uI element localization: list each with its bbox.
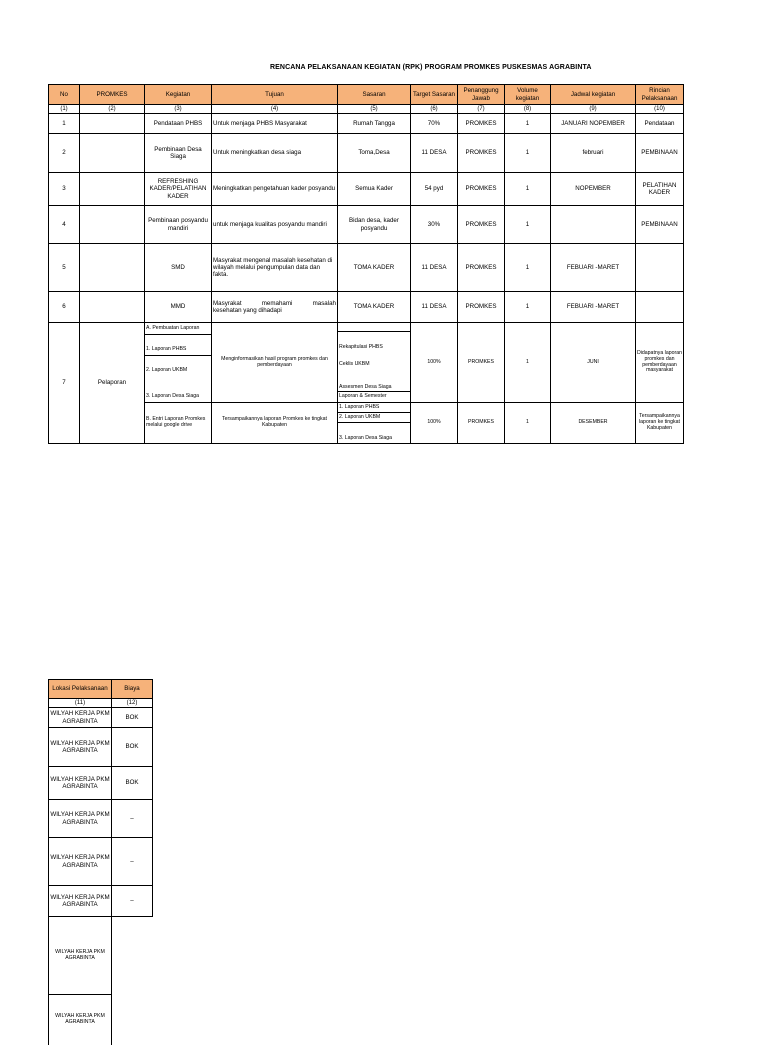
cell-promkes: Pelaporan (80, 323, 145, 444)
table-row (49, 728, 153, 767)
cell-rincian (636, 244, 684, 292)
cell-jadwal: NOPEMBER (551, 173, 636, 206)
cell-kegiatan: Pendataan PHBS (145, 114, 212, 134)
kegiatan-a-item: 1. Laporan PHBS (145, 335, 211, 356)
col-number: (2) (80, 105, 145, 114)
table-row (49, 206, 684, 244)
cell-promkes (80, 292, 145, 323)
cell-tujuan: untuk menjaga kualitas posyandu mandiri (212, 206, 338, 244)
table-row (49, 292, 684, 323)
cell-jadwal: JANUARI NOPEMBER (551, 114, 636, 134)
cell-target: 11 DESA (411, 134, 458, 173)
cell-biaya: BOK (112, 708, 153, 728)
cell-jadwal: FEBUARI -MARET (551, 244, 636, 292)
cell-no: 5 (49, 244, 80, 292)
cell-biaya: BOK (112, 728, 153, 767)
col-number: (1) (49, 105, 80, 114)
cell-penanggung-jawab: PROMKES (458, 244, 505, 292)
cell-no: 4 (49, 206, 80, 244)
header-rincian: Rincian Pelaksanaan (636, 85, 684, 105)
cell-lokasi: WILYAH KERJA PKM AGRABINTA (49, 917, 112, 995)
kegiatan-a-heading: A. Pembuatan Laporan (145, 323, 211, 335)
cell-biaya: – (112, 886, 153, 917)
header-biaya: Biaya (112, 680, 153, 699)
cell-sasaran (338, 403, 411, 444)
cell-biaya (112, 995, 153, 1045)
header-jadwal: Jadwal kegiatan (551, 85, 636, 105)
cell-penanggung-jawab: PROMKES (458, 114, 505, 134)
cell-biaya: – (112, 838, 153, 886)
cell-no: 6 (49, 292, 80, 323)
cell-kegiatan: MMD (145, 292, 212, 323)
cell-jadwal: DESEMBER (551, 403, 636, 444)
cell-tujuan: Meningkatkan pengetahuan kader posyandu (212, 173, 338, 206)
cell-jadwal (551, 206, 636, 244)
cell-rincian (636, 292, 684, 323)
cell-tujuan (212, 292, 338, 323)
cell-promkes (80, 244, 145, 292)
table-row (49, 886, 153, 917)
cell-sasaran (338, 323, 411, 403)
table-row (49, 244, 684, 292)
header-sasaran: Sasaran (338, 85, 411, 105)
cell-rincian: PELATIHAN KADER (636, 173, 684, 206)
header-tujuan: Tujuan (212, 85, 338, 105)
document-title: RENCANA PELAKSANAAN KEGIATAN (RPK) PROGRAM PROMKES PUSKESMAS AGRABINTA (270, 64, 592, 71)
cell-biaya: BOK (112, 767, 153, 800)
col-number: (12) (112, 699, 153, 708)
cell-sasaran: Toma,Desa (338, 134, 411, 173)
col-number: (3) (145, 105, 212, 114)
table-row (49, 173, 684, 206)
header-volume: Volume kegiatan (505, 85, 551, 105)
cell-penanggung-jawab: PROMKES (458, 134, 505, 173)
col-number: (6) (411, 105, 458, 114)
cell-volume: 1 (505, 134, 551, 173)
col-number: (7) (458, 105, 505, 114)
header-penanggung-jawab: Penanggung Jawab (458, 85, 505, 105)
table-row (49, 767, 153, 800)
header-lokasi: Lokasi Pelaksanaan (49, 680, 112, 699)
col-number: (4) (212, 105, 338, 114)
cell-no: 1 (49, 114, 80, 134)
cell-penanggung-jawab: PROMKES (458, 206, 505, 244)
cell-lokasi: WILYAH KERJA PKM AGRABINTA (49, 886, 112, 917)
header-no: No (49, 85, 80, 105)
cell-sasaran: Semua Kader (338, 173, 411, 206)
cell-volume: 1 (505, 244, 551, 292)
cell-lokasi: WILYAH KERJA PKM AGRABINTA (49, 728, 112, 767)
cell-rincian: Tersampaikannya laporan ke tingkat Kabupaten (636, 403, 684, 444)
rpk-table (48, 84, 684, 444)
table-row-pelaporan-a (49, 323, 684, 403)
cell-no: 2 (49, 134, 80, 173)
cell-promkes (80, 114, 145, 134)
header-row (49, 680, 153, 699)
cell-biaya: – (112, 800, 153, 838)
column-number-row (49, 105, 684, 114)
cell-target: 54 pyd (411, 173, 458, 206)
cell-jadwal: FEBUARI -MARET (551, 292, 636, 323)
cell-volume: 1 (505, 403, 551, 444)
cell-tujuan: Menginformasikan hasil program promkes dan pemberdayaan (212, 323, 338, 403)
cell-kegiatan: SMD (145, 244, 212, 292)
header-target: Target Sasaran (411, 85, 458, 105)
sasaran-a-item: Rekapitulasi PHBS (339, 344, 383, 350)
cell-jadwal: JUNI (551, 323, 636, 403)
cell-rincian: Didapatnya laporan promkes dan pemberdayaan masyarakat (636, 323, 684, 403)
table-row (49, 800, 153, 838)
tujuan-word: memahami (261, 299, 293, 307)
cell-sasaran: Bidan desa, kader posyandu (338, 206, 411, 244)
table-row (49, 838, 153, 886)
table-row (49, 134, 684, 173)
col-number: (10) (636, 105, 684, 114)
cell-target: 11 DESA (411, 292, 458, 323)
cell-target: 30% (411, 206, 458, 244)
cell-lokasi: WILYAH KERJA PKM AGRABINTA (49, 708, 112, 728)
cell-volume: 1 (505, 292, 551, 323)
tujuan-word: Masyrakat (213, 299, 242, 307)
col-number: (11) (49, 699, 112, 708)
cell-kegiatan (145, 323, 212, 403)
sasaran-a-item: Assesmen Desa Siaga (338, 374, 410, 392)
cell-volume: 1 (505, 173, 551, 206)
sasaran-a-item: Ceklis UKBM (339, 361, 370, 367)
cell-tujuan: Masyrakat mengenal masalah kesehatan di wilayah melalui pengumpulan data dan fakta. (212, 244, 338, 292)
table-row (49, 114, 684, 134)
header-row (49, 85, 684, 105)
cell-no: 7 (49, 323, 80, 444)
lokasi-biaya-table (48, 679, 153, 1045)
cell-promkes (80, 206, 145, 244)
cell-rincian: PEMBINAAN (636, 206, 684, 244)
cell-volume: 1 (505, 323, 551, 403)
kegiatan-a-item: 3. Laporan Desa Siaga (146, 393, 200, 399)
cell-kegiatan: REFRESHING KADER/PELATIHAN KADER (145, 173, 212, 206)
table-row (49, 917, 153, 995)
cell-target: 100% (411, 323, 458, 403)
cell-penanggung-jawab: PROMKES (458, 403, 505, 444)
cell-target: 11 DESA (411, 244, 458, 292)
col-number: (8) (505, 105, 551, 114)
table-row-pelaporan-b (49, 403, 684, 444)
tujuan-line: kesehatan yang dihadapi (213, 307, 282, 314)
cell-volume: 1 (505, 114, 551, 134)
sasaran-b-item: 1. Laporan PHBS (338, 403, 410, 413)
cell-sasaran: TOMA KADER (338, 292, 411, 323)
cell-jadwal: februari (551, 134, 636, 173)
cell-penanggung-jawab: PROMKES (458, 292, 505, 323)
kegiatan-a-item: 2. Laporan UKBM (146, 367, 188, 373)
cell-lokasi: WILYAH KERJA PKM AGRABINTA (49, 838, 112, 886)
header-kegiatan: Kegiatan (145, 85, 212, 105)
cell-rincian: PEMBINAAN (636, 134, 684, 173)
cell-tujuan: Untuk menjaga PHBS Masyarakat (212, 114, 338, 134)
cell-target: 70% (411, 114, 458, 134)
cell-tujuan: Tersampaikannya laporan Promkes ke tingkat Kabupaten (212, 403, 338, 444)
col-number: (9) (551, 105, 636, 114)
cell-lokasi: WILYAH KERJA PKM AGRABINTA (49, 800, 112, 838)
cell-volume: 1 (505, 206, 551, 244)
cell-kegiatan: B. Entri Laporan Promkes melalui google drive (145, 403, 212, 444)
cell-kegiatan: Pembinaan Desa Siaga (145, 134, 212, 173)
sasaran-b-item: 2. Laporan UKBM (338, 413, 410, 423)
cell-lokasi: WILYAH KERJA PKM AGRABINTA (49, 767, 112, 800)
col-number: (5) (338, 105, 411, 114)
cell-penanggung-jawab: PROMKES (458, 323, 505, 403)
sasaran-b-item: 3. Laporan Desa Siaga (339, 435, 393, 441)
cell-lokasi: WILYAH KERJA PKM AGRABINTA (49, 995, 112, 1045)
column-number-row (49, 699, 153, 708)
cell-penanggung-jawab: PROMKES (458, 173, 505, 206)
cell-kegiatan: Pembinaan posyandu mandiri (145, 206, 212, 244)
cell-sasaran: TOMA KADER (338, 244, 411, 292)
sasaran-a-item: Laporan & Semester (339, 393, 387, 399)
cell-sasaran: Rumah Tangga (338, 114, 411, 134)
cell-promkes (80, 134, 145, 173)
cell-no: 3 (49, 173, 80, 206)
table-row (49, 708, 153, 728)
table-row (49, 995, 153, 1045)
cell-rincian: Pendataan (636, 114, 684, 134)
cell-biaya (112, 917, 153, 995)
tujuan-word: masalah (312, 299, 336, 307)
cell-tujuan: Untuk meningkatkan desa siaga (212, 134, 338, 173)
header-promkes: PROMKES (80, 85, 145, 105)
cell-promkes (80, 173, 145, 206)
cell-target: 100% (411, 403, 458, 444)
